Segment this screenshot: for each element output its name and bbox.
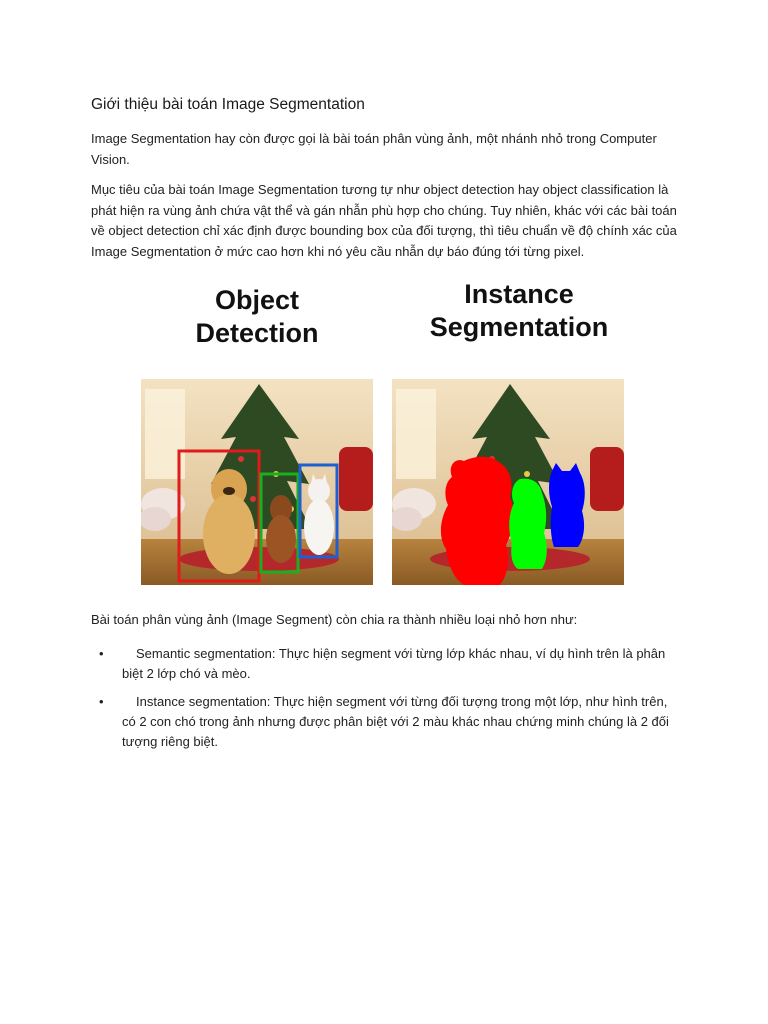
mask-red-dog	[441, 457, 514, 585]
object-detection-title	[141, 284, 373, 350]
intro-paragraph: Image Segmentation hay còn được gọi là bài toán phân vùng ảnh, một nhánh nhỏ trong Computer Vision.	[91, 131, 657, 167]
mask-blue-cat	[549, 463, 585, 547]
instance-segmentation-title	[403, 278, 635, 344]
list-item-text: Instance segmentation: Thực hiện segment với từng đối tượng trong một lớp, như hình trên, có 2 con chó trong ảnh nhưng được phân biệt với 2 màu khác nhau chứng minh chúng là 2 đối tượng riêng biệt.	[122, 694, 669, 749]
list-item-instance	[91, 692, 681, 752]
list-item-text: Semantic segmentation: Thực hiện segment với từng lớp khác nhau, ví dụ hình trên là phân biệt 2 lớp chó và mèo.	[122, 646, 666, 681]
document-page	[91, 94, 681, 760]
object-detection-title-line1: Object	[214, 285, 300, 315]
types-lead: Bài toán phân vùng ảnh (Image Segment) còn chia ra thành nhiều loại nhỏ hơn như:	[91, 612, 578, 627]
instance-segmentation-title-line1: Instance	[464, 279, 574, 309]
page-heading: Giới thiệu bài toán Image Segmentation	[91, 96, 365, 113]
list-item-semantic	[91, 644, 681, 684]
comparison-figure	[141, 279, 641, 584]
window-light	[396, 389, 436, 479]
instance-segmentation-title-line2: Segmentation	[429, 312, 609, 342]
bullet-icon: •	[99, 694, 104, 709]
bullet-icon: •	[99, 646, 104, 661]
mask-green-dog	[509, 479, 547, 569]
red-chair	[590, 447, 624, 511]
red-chair	[339, 447, 373, 511]
segmentation-types-list	[91, 644, 681, 752]
object-detection-image	[141, 379, 373, 585]
instance-segmentation-image	[392, 379, 624, 585]
goal-paragraph: Mục tiêu của bài toán Image Segmentation tương tự như object detection hay object classification là phát hiện ra vùng ảnh chứa vật thể và gán nhẫn phù hợp cho chúng. Tuy nhiên, khác với các bài toán về object detection chỉ xác định được bounding box của đối tượng, thì tiêu chuẩn về độ chính xác của Image Segmentation ở mức cao hơn khi nó yêu cầu nhẫn dự báo đúng tới từng pixel.	[91, 182, 677, 259]
object-detection-title-line2: Detection	[195, 318, 319, 348]
